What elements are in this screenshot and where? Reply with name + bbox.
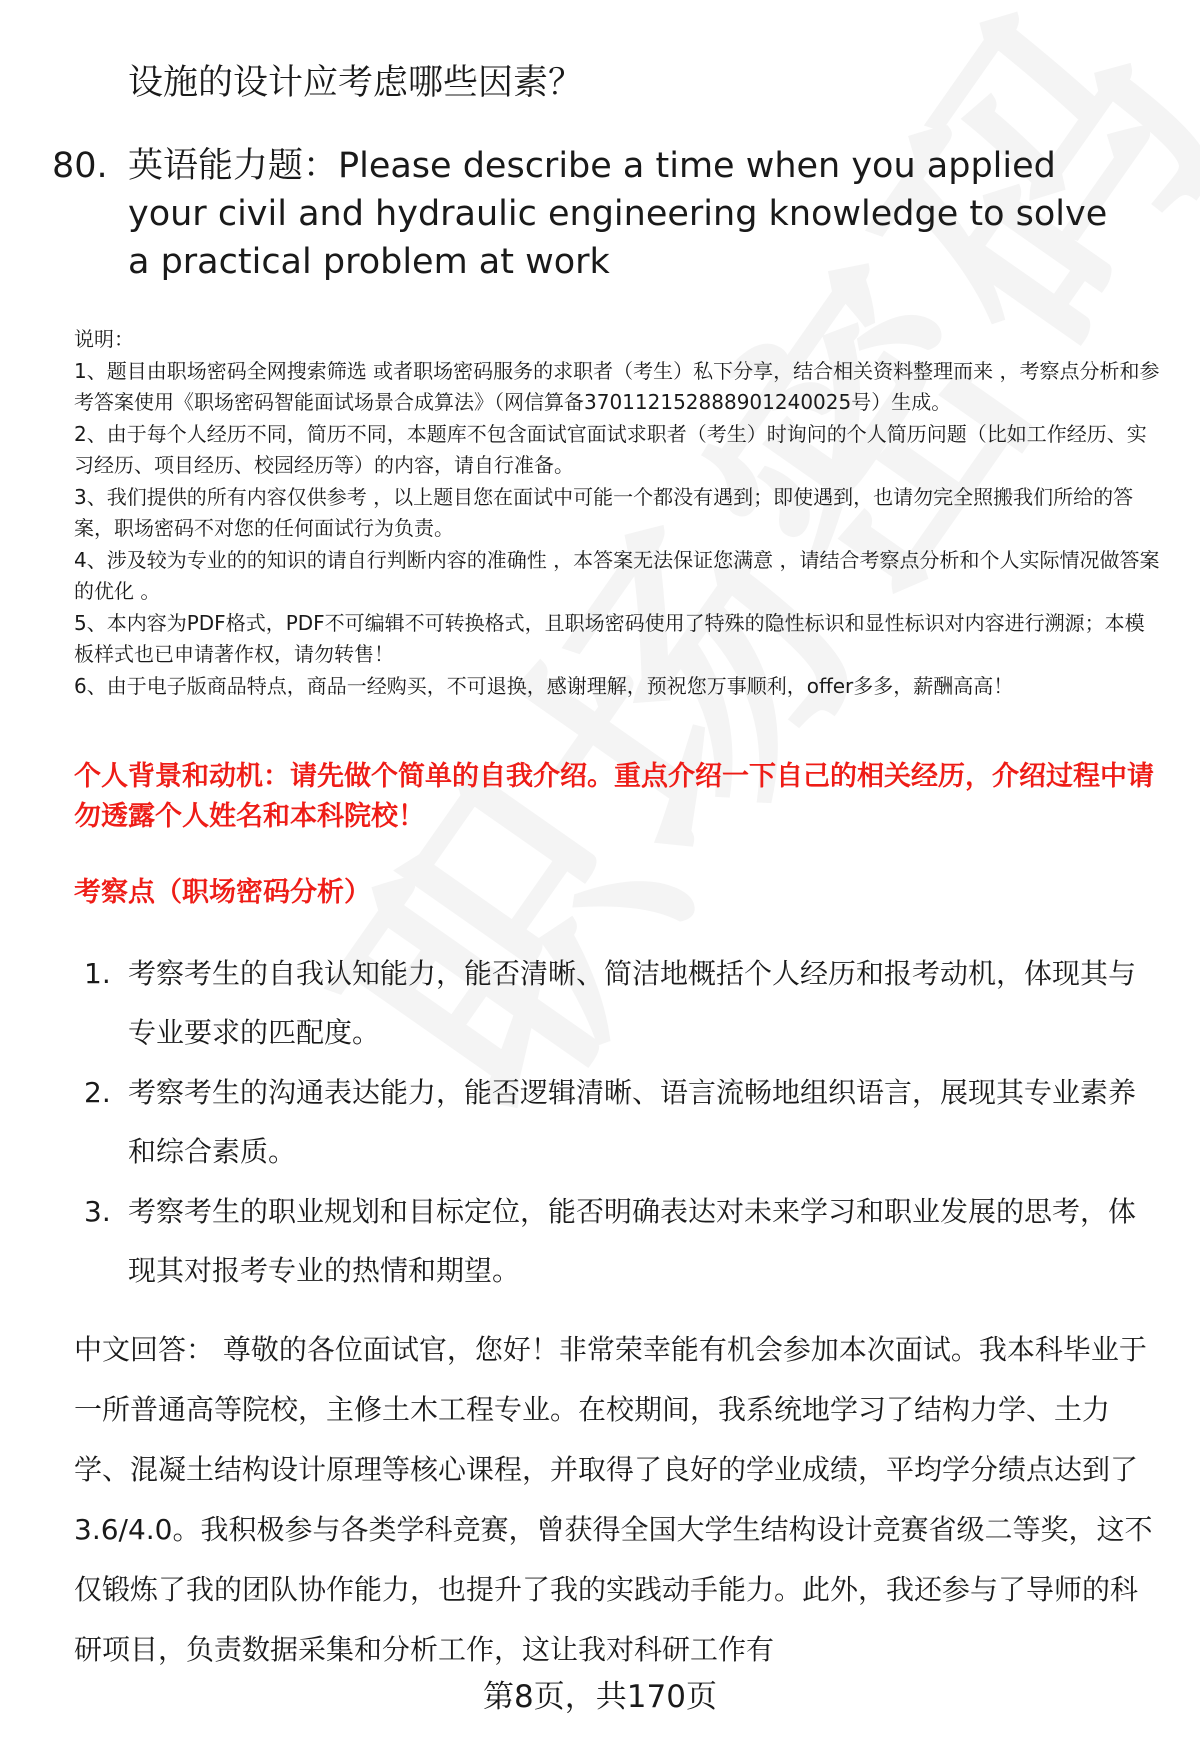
- question-number: 80.: [52, 146, 108, 186]
- notes-title: 说明：: [74, 327, 134, 351]
- note-item: 5、本内容为PDF格式，PDF不可编辑不可转换格式，且职场密码使用了特殊的隐性标识和显性标识对内容进行溯源；本模板样式也已申请著作权，请勿转售！: [74, 610, 1145, 666]
- point-number: 3.: [84, 1195, 111, 1228]
- question-text: 英语能力题：Please describe a time when you applied your civil and hydraulic engineering knowledge to solve a practical problem at work: [128, 146, 1108, 282]
- question-80: [52, 142, 1162, 286]
- note-item: 6、由于电子版商品特点，商品一经购买，不可退换，感谢理解，预祝您万事顺利，offer多多，薪酬高高！: [74, 673, 1014, 698]
- analysis-points: [84, 944, 1164, 1301]
- analysis-point: [84, 1182, 1164, 1300]
- analysis-point: [84, 944, 1164, 1062]
- note-item: 2、由于每个人经历不同，简历不同，本题库不包含面试官面试求职者（考生）时询问的个人简历问题（比如工作经历、实习经历、项目经历、校园经历等）的内容，请自行准备。: [74, 421, 1147, 477]
- note-item: 4、涉及较为专业的的知识的请自行判断内容的准确性 ，本答案无法保证您满意 ，请结合考察点分析和个人实际情况做答案的优化 。: [74, 547, 1160, 603]
- note-item: 1、题目由职场密码全网搜索筛选 或者职场密码服务的求职者（考生）私下分享，结合相关资料整理而来 ，考察点分析和参考答案使用《职场密码智能面试场景合成算法》（网信算备370112152888901240025号）生成。: [74, 358, 1160, 414]
- question-continuation: 设施的设计应考虑哪些因素？: [128, 63, 584, 103]
- notes-block: [74, 324, 1164, 702]
- page-footer: 第8页，共170页: [483, 1679, 717, 1715]
- answer-text: 中文回答： 尊敬的各位面试官，您好！非常荣幸能有机会参加本次面试。我本科毕业于一所普通高等院校，主修土木工程专业。在校期间，我系统地学习了结构力学、土力学、混凝土结构设计原理等核心课程，并取得了良好的学业成绩，平均学分绩点达到了3.6/4.0。我积极参与各类学科竞赛，曾获得全国大学生结构设计竞赛省级二等奖，这不仅锻炼了我的团队协作能力，也提升了我的实践动手能力。此外，我还参与了导师的科研项目，负责数据采集和分析工作，这让我对科研工作有: [74, 1333, 1153, 1666]
- analysis-heading: 考察点（职场密码分析）: [74, 877, 371, 908]
- point-text: 考察考生的自我认知能力，能否清晰、简洁地概括个人经历和报考动机，体现其与专业要求的匹配度。: [128, 957, 1137, 1049]
- point-number: 2.: [84, 1076, 111, 1109]
- note-item: 3、我们提供的所有内容仅供参考 ，以上题目您在面试中可能一个都没有遇到；即使遇到，也请勿完全照搬我们所给的答案，职场密码不对您的任何面试行为负责。: [74, 484, 1134, 540]
- section-heading: 个人背景和动机：请先做个简单的自我介绍。重点介绍一下自己的相关经历，介绍过程中请勿透露个人姓名和本科院校！: [74, 761, 1154, 832]
- point-text: 考察考生的沟通表达能力，能否逻辑清晰、语言流畅地组织语言，展现其专业素养和综合素质。: [128, 1076, 1137, 1168]
- analysis-point: [84, 1063, 1164, 1181]
- point-number: 1.: [84, 957, 111, 990]
- point-text: 考察考生的职业规划和目标定位，能否明确表达对未来学习和职业发展的思考，体现其对报考专业的热情和期望。: [128, 1195, 1137, 1287]
